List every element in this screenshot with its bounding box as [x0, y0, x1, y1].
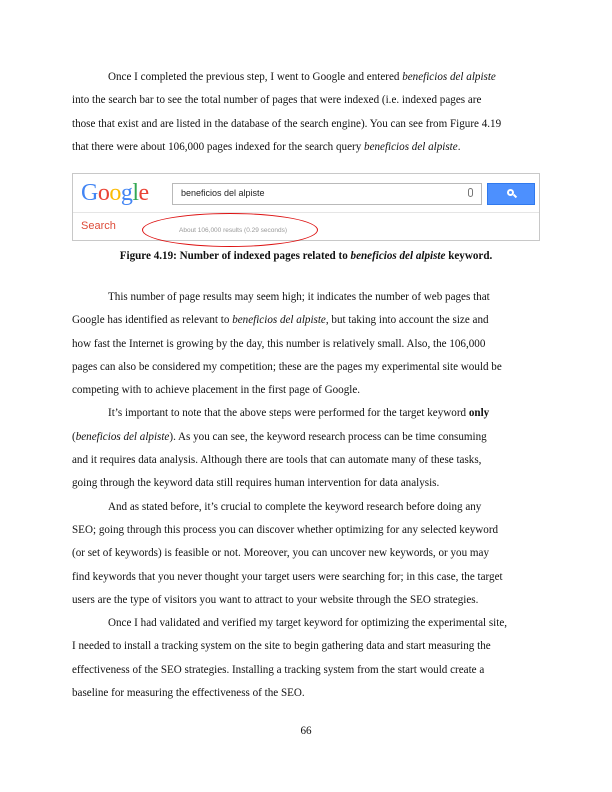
text-line: going through the keyword data still requires human intervention for data analysis.: [72, 477, 440, 490]
logo-letter: o: [97, 180, 110, 206]
text-line: those that exist and are listed in the database of the search engine). You can see from Figure 4.19: [72, 117, 502, 130]
text: And as stated before, it’s crucial to complete the keyword research before doing any: [108, 500, 482, 513]
text: , but taking into account the size and: [325, 314, 489, 327]
search-input[interactable]: [172, 183, 482, 205]
text-line: I needed to install a tracking system on the site to begin gathering data and start measuring the: [72, 640, 491, 653]
highlight-ellipse: [142, 213, 318, 247]
text-line: pages can also be considered my competition; these are the pages my experimental site would be: [72, 360, 502, 373]
emphasis-text: beneficios del alpiste: [364, 140, 458, 153]
caption-text: keyword.: [445, 250, 493, 262]
text-line: competing with to achieve placement in the first page of Google.: [72, 384, 361, 397]
caption-text: Figure 4.19: Number of indexed pages related to: [119, 250, 351, 262]
text-line: (or set of keywords) is feasible or not. Moreover, you can uncover new keywords, or you may: [72, 547, 489, 560]
text: ). As you can see, the keyword research process can be time consuming: [169, 430, 487, 443]
text: This number of page results may seem high; it indicates the number of web pages that: [108, 291, 490, 303]
text-line: [72, 402, 540, 425]
text: Once I had validated and verified my target keyword for optimizing the experimental site,: [108, 617, 508, 630]
caption-emphasis: beneficios del alpiste: [350, 250, 446, 262]
text-line: users are the type of visitors you want to attract to your website through the SEO strategies.: [72, 593, 479, 606]
logo-letter: o: [109, 180, 121, 206]
text-line: effectiveness of the SEO strategies. Installing a tracking system from the start would create a: [72, 663, 485, 676]
logo-letter: l: [132, 180, 139, 206]
text-line: [72, 612, 540, 635]
text-line: baseline for measuring the effectiveness of the SEO.: [72, 687, 305, 700]
figure-caption: [72, 250, 540, 262]
text-line: into the search bar to see the total number of pages that were indexed (i.e. indexed pages are: [72, 94, 482, 107]
paragraph-1: [72, 66, 540, 159]
text-line: [72, 136, 540, 159]
text-line: [72, 309, 540, 332]
logo-letter: G: [81, 180, 98, 206]
text-line: how fast the Internet is growing by the day, this number is relatively small. Also, the 106,000: [72, 337, 486, 350]
text: that there were about 106,000 pages indexed for the search query: [72, 140, 365, 153]
search-icon-handle: [513, 194, 517, 198]
divider: [73, 212, 539, 213]
text-line: find keywords that you never thought your target users were searching for; in this case, the target: [72, 570, 503, 583]
text: .: [457, 140, 461, 153]
text: Once I completed the previous step, I went to Google and entered: [108, 71, 403, 83]
text-line: [72, 426, 540, 449]
emphasis-text: beneficios del alpiste: [402, 71, 496, 83]
search-query-text: beneficios del alpiste: [181, 188, 265, 198]
page-number: 66: [300, 725, 312, 737]
text: (: [72, 430, 76, 443]
google-logo: [81, 180, 149, 207]
text-line: SEO; going through this process you can discover whether optimizing for any selected keyword: [72, 523, 499, 536]
text-line: [72, 286, 540, 309]
body-paragraphs: [72, 286, 540, 705]
bold-text: only: [468, 407, 490, 420]
tab-search[interactable]: Search: [81, 220, 116, 232]
logo-letter: e: [138, 180, 149, 206]
search-button[interactable]: [487, 183, 535, 205]
text: It’s important to note that the above steps were performed for the target keyword: [108, 407, 469, 420]
logo-letter: g: [120, 180, 133, 206]
text: Google has identified as relevant to: [72, 314, 233, 327]
results-count: About 106,000 results (0.29 seconds): [179, 227, 288, 234]
emphasis-text: beneficios del alpiste: [232, 314, 326, 327]
text-line: and it requires data analysis. Although there are tools that can automate many of these tasks,: [72, 454, 482, 467]
microphone-icon[interactable]: [468, 188, 473, 197]
emphasis-text: beneficios del alpiste: [75, 430, 170, 443]
text-line: [72, 496, 540, 519]
text-line: [72, 66, 540, 89]
